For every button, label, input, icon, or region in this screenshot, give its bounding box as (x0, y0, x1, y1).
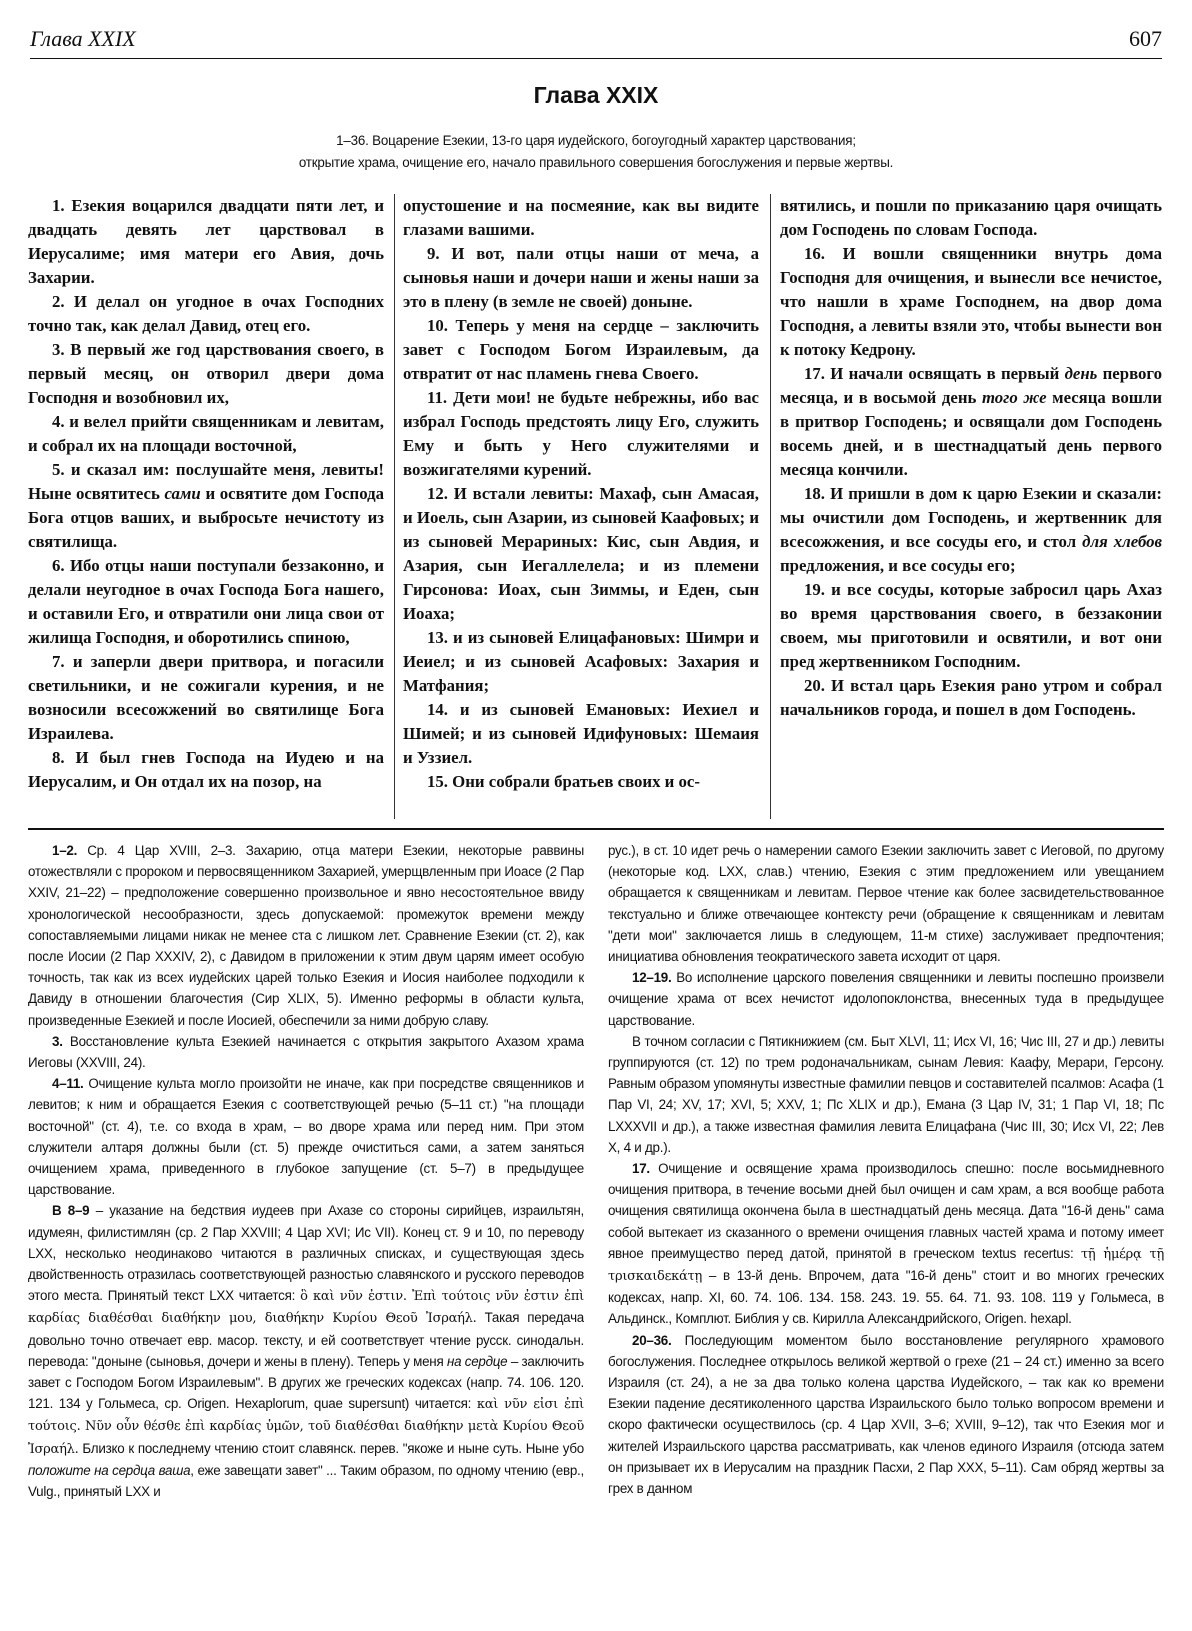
commentary-continuation: рус.), в ст. 10 идет речь о намерении самого Езекии заключить завет с Иеговой, по другому (некоторые код. LXX, слав.) чтению, Езекия с этим предложением или увещанием обращается к священникам и левитам. Первое чтение как более засвидетельствованное текстуально и ближе отвечающее контексту речи (обращение к священникам и левитам "дети мои" заключается лишь в следующем, 11-м стихе) заслуживает предпочтения; инициатива обновления теократического завета исходит от царя. (608, 843, 1164, 965)
commentary-paragraph: В точном согласии с Пятикнижием (см. Быт XLVI, 11; Исх VI, 16; Чис III, 27 и др.) левиты группируются (ст. 12) по трем родоначальникам, сынам Левия: Каафу, Мерари, Герсону. Равным образом упомянуты известные фамилии певцов и составителей псалмов: Асафа (1 Пар VI, 24; XV, 17; XVI, 5; XXV, 1; Пс XLIX и др.), Емана (3 Цар IV, 31; 1 Пар VI, 18; Пс LXXXVII и др.), а также известная фамилия левита Елицафана (Чис III, 30; Исх VI, 22; Лев X, 4 и др.). (608, 1033, 1164, 1155)
verse: 9. И вот, пали отцы наши от меча, а сыновья наши и дочери наши и жены наши за это в плену (в земле не своей) доныне. (403, 244, 759, 311)
verse-continuation: опустошение и на посмеяние, как вы видите глазами вашими. (403, 196, 759, 239)
page-number: 607 (1129, 26, 1162, 51)
verse: 19. и все сосуды, которые забросил царь Ахаз во время царствования своего, в беззаконии своем, мы приготовили и освятили, и вот они пред жертвенником Господним. (780, 580, 1162, 671)
verse-continuation: вятились, и пошли по приказанию царя очищать дом Господень по словам Господа. (780, 196, 1162, 239)
verse: 6. Ибо отцы наши поступали беззаконно, и делали неугодное в очах Господа Бога нашего, и оставили Его, и отвратили они лица свои от жилища Господня, и оборотились спиною, (28, 556, 384, 647)
commentary-column-1 (28, 840, 584, 1625)
chapter-summary (200, 130, 992, 174)
verse: 12. И встали левиты: Махаф, сын Амасая, и Иоель, сын Азарии, из сыновей Каафовых; и из сыновей Мерариных: Кис, сын Авдия, и Азария, сын Иегаллелела; и из племени Гирсонова: Иоах, сын Зиммы, и Еден, сын Иоаха; (403, 484, 759, 623)
verse: 7. и заперли двери притвора, и погасили светильники, и не сожигали курения, и не возносили всесожжений во святилище Бога Израилева. (28, 652, 384, 743)
running-header (30, 22, 1162, 59)
running-chapter-label: Глава XXIX (30, 26, 136, 51)
verse: 5. и сказал им: послушайте меня, левиты! Ныне освятитесь сами и освятите дом Господа Бога отцов ваших, и выбросьте нечистоту из святилища. (28, 460, 384, 551)
chapter-title: Глава XXIX (533, 82, 659, 108)
commentary-paragraph: 20–36. Последующим моментом было восстановление регулярного храмового богослужения. Последнее открылось великой жертвой о грехе (21 – 24 ст.) именно за всего Израиля (ст. 24), а не за два только колена царства Иудейского, – так как ко времени Езекии падение десятиколенного царства Израильского было только вопросом времени и скоро фактически осуществилось (ср. 4 Цар XVII, 3–6; XVIII, 9–12), так что Езекия мог и жителей Израильского царства рассматривать, как членов единого Израиля (отсюда затем он призывает их в Иерусалим на праздник Пасхи, 2 Пар XXX, 5–11). Сам обряд жертвы за грех в данном (608, 1332, 1164, 1497)
bible-column-2 (403, 194, 759, 822)
commentary-paragraph: 4–11. Очищение культа могло произойти не иначе, как при посредстве священников и левитов; к ним и обращается Езекия с соответствующей речью (5–11 ст.) "на площади восточной" (ст. 4), т.е. со входа в храм, – во дворе храма или перед ним. При этом служители алтаря должны были (ст. 5) прежде очиститься сами, а затем заняться очищением храма, приведенного в глубокое запущение (ст. 5–7) в предыдущее царствование. (28, 1076, 584, 1198)
section-divider (28, 828, 1164, 830)
verse: 11. Дети мои! не будьте небрежны, ибо вас избрал Господь предстоять лицу Его, служить Ему и быть у Него служителями и возжигателями курений. (403, 388, 759, 479)
verse: 14. и из сыновей Емановых: Иехиел и Шимей; и из сыновей Идифуновых: Шемаия и Уззиел. (403, 700, 759, 767)
column-divider (770, 194, 771, 819)
commentary (28, 840, 1164, 1625)
verse: 8. И был гнев Господа на Иудею и на Иерусалим, и Он отдал их на позор, на (28, 748, 384, 791)
commentary-column-2 (608, 840, 1164, 1625)
verse: 4. и велел прийти священникам и левитам, и собрал их на площади восточной, (28, 412, 384, 455)
bible-column-3 (780, 194, 1162, 822)
verse: 20. И встал царь Езекия рано утром и собрал начальников города, и пошел в дом Господень. (780, 676, 1162, 719)
commentary-paragraph: 17. Очищение и освящение храма производилось спешно: после восьмидневного очищения притвора, в течение восьми дней был очищен и сам храм, а вся вообще работа очищения святилища окончена была в шестнадцатый день месяца. Дата "16-й день" сама собой вытекает из сказанного о времени очищения главных частей храма и потому имеет явное преимущество перед датой, принятой в греческом textus recertus: τῇ ἡμέρᾳ τῇ τρισκαιδεκάτῃ – в 13-й день. Впрочем, дата "16-й день" стоит и во многих греческих кодексах, напр. XI, 60. 74. 106. 134. 158. 243. 19. 55. 64. 71. 93. 108. 119 у Гольмеса, в Альдинск., Комплют. Библия у св. Кирилла Александрийского, Origen. hexapl. (608, 1161, 1164, 1327)
verse: 3. В первый же год царствования своего, в первый месяц, он отворил двери дома Господня и возобновил их, (28, 340, 384, 407)
verse: 18. И пришли в дом к царю Езекии и сказали: мы очистили дом Господень, и жертвенник для всесожжения, и все сосуды его, и стол для хлебов предложения, и все сосуды его; (780, 484, 1162, 575)
bible-column-1 (28, 194, 384, 822)
verse: 13. и из сыновей Елицафановых: Шимри и Иеиел; и из сыновей Асафовых: Захария и Матфания; (403, 628, 759, 695)
verse: 1. Езекия воцарился двадцати пяти лет, и двадцать девять лет царствовал в Иерусалиме; имя матери его Авия, дочь Захарии. (28, 196, 384, 287)
summary-line: открытие храма, очищение его, начало правильного совершения богослужения и первые жертвы. (298, 155, 894, 170)
column-divider (394, 194, 395, 819)
verse: 17. И начали освящать в первый день первого месяца, и в восьмой день того же месяца вошли в притвор Господень; и освящали дом Господень восемь дней, и в шестнадцатый день первого месяца кончили. (780, 364, 1162, 479)
verse: 15. Они собрали братьев своих и ос- (427, 772, 700, 791)
verse: 16. И вошли священники внутрь дома Господня для очищения, и вынесли все нечистое, что нашли в храме Господнем, на двор дома Господня, а левиты взяли это, чтобы вынести вон к потоку Кедрону. (780, 244, 1162, 359)
commentary-paragraph: 3. Восстановление культа Езекией начинается с открытия закрытого Ахазом храма Иеговы (XXVIII, 24). (28, 1033, 584, 1071)
verse: 2. И делал он угодное в очах Господних точно так, как делал Давид, отец его. (28, 292, 384, 335)
summary-line: 1–36. Воцарение Езекии, 13-го царя иудейского, богоугодный характер царствования; (336, 133, 856, 148)
commentary-paragraph: 1–2. Ср. 4 Цар XVIII, 2–3. Захарию, отца матери Езекии, некоторые раввины отожествляли с пророком и первосвященником Захарией, умерщвленным при Иоасе (2 Пар XXIV, 21–22) – предположение совершенно произвольное и явно несостоятельное ввиду хронологической несообразности, здесь допускаемой: промежуток времени между сопоставляемыми лицами никак не менее ста с лишком лет. Сравнение Езекии (ст. 2), как после Иосии (2 Пар XXXIV, 2), с Давидом в приложении к этим двум царям имеет особую точность, так как из всех иудейских царей только Езекия и Иосия наиболее подходили к Давиду в отношении благочестия (Сир XLIX, 5). Именно реформы в области культа, произведенные Езекией и после Иосией, обеспечили за ними добрую славу. (28, 843, 584, 1028)
commentary-paragraph: 12–19. Во исполнение царского повеления священники и левиты поспешно произвели очищение храма от всех нечистот идолопоклонства, внесенных туда в предыдущее царствование. (608, 970, 1164, 1028)
commentary-paragraph: В 8–9 – указание на бедствия иудеев при Ахазе со стороны сирийцев, израильтян, идумеян, филистимлян (ср. 2 Пар XXVIII; 4 Цар XVI; Ис VII). Конец ст. 9 и 10, по переводу LXX, несколько неодинаково читаются в различных списках, и существующая здесь двойственность отразилась соответствующей разностью славянского и русского переводов этого места. Принятый текст LXX читается: ὃ καὶ νῦν ἐστιν. Ἐπὶ τούτοις νῦν ἐστιν ἐπὶ καρδίας διαθέσθαι διαθήκην μου, διαθήκην Κυρίου Θεοῦ Ἰσραήλ. Такая передача довольно точно отвечает евр. масор. тексту, и ей соответствует чтение русск. синодальн. перевода: "доныне (сыновья, дочери и жены в плену). Теперь у меня на сердце – заключить завет с Господом Богом Израилевым". В других же греческих кодексах (напр. 74. 106. 120. 121. 134 у Гольмеса, ср. Origen. Hexaplorum, quae supersunt) читается: καὶ νῦν εἰσι ἐπὶ τούτοις. Νῦν οὖν θέσθε ἐπὶ καρδίας ὑμῶν, τοῦ διαθέσθαι διαθήκην μετὰ Κυρίου Θεοῦ Ἰσραήλ. Близко к последнему чтению стоит славянск. перев. "якоже и ныне суть. Ныне убо положите на сердца ваша, еже завещати завет" ... Таким образом, по одному чтению (евр., Vulg., принятый LXX и (28, 1203, 584, 1500)
verse: 10. Теперь у меня на сердце – заключить завет с Господом Богом Израилевым, да отвратит от нас пламень гнева Своего. (403, 316, 759, 383)
bible-text (28, 194, 1164, 822)
